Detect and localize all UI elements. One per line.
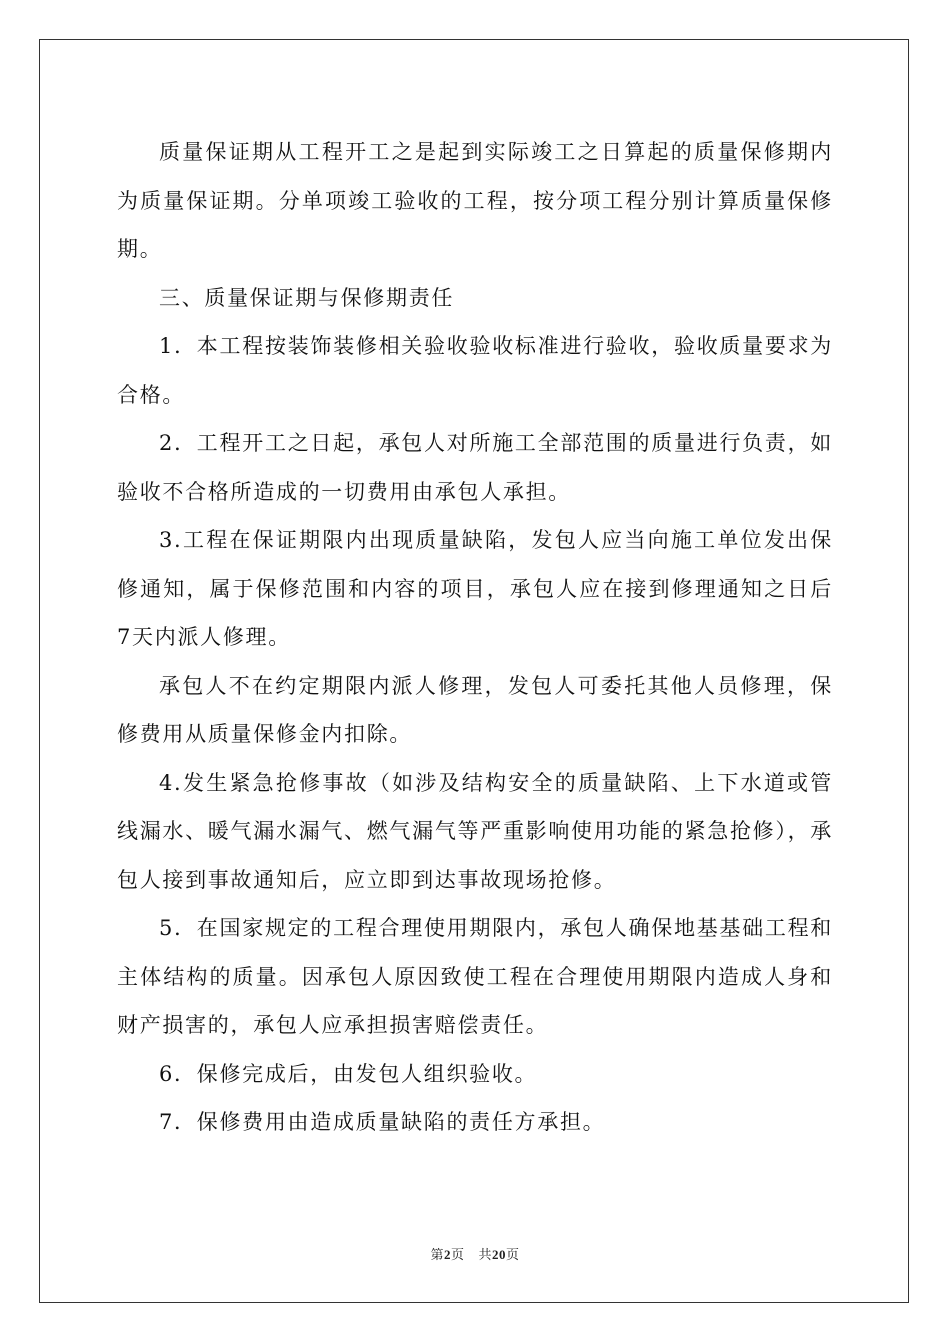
clause-5: 5．在国家规定的工程合理使用期限内，承包人确保地基基础工程和主体结构的质量。因承包人原因致使工程在合理使用期限内造成人身和财产损害的，承包人应承担损害赔偿责任。: [117, 916, 833, 1037]
clause-3: 3.工程在保证期限内出现质量缺陷，发包人应当向施工单位发出保修通知，属于保修范围和内容的项目，承包人应在接到修理通知之日后7天内派人修理。: [117, 528, 833, 649]
clause-4: 4.发生紧急抢修事故（如涉及结构安全的质量缺陷、上下水道或管线漏水、暖气漏水漏气、燃气漏气等严重影响使用功能的紧急抢修），承包人接到事故通知后，应立即到达事故现场抢修。: [117, 770, 833, 892]
clause-1: 1．本工程按装饰装修相关验收验收标准进行验收，验收质量要求为合格。: [117, 334, 833, 407]
total-label-suffix: 页: [506, 1248, 520, 1263]
clause-3-continued: 承包人不在约定期限内派人修理，发包人可委托其他人员修理，保修费用从质量保修金内扣除。: [117, 673, 833, 746]
page-number: 2: [443, 1247, 451, 1262]
section-heading-responsibility: 三、质量保证期与保修期责任: [159, 285, 455, 310]
paragraph-quality-warranty-period: 质量保证期从工程开工之是起到实际竣工之日算起的质量保修期内为质量保证期。分单项竣工验收的工程，按分项工程分别计算质量保修期。: [117, 140, 833, 261]
page-label-suffix: 页: [450, 1248, 465, 1263]
document-body: [117, 128, 833, 1147]
total-pages: 20: [492, 1247, 507, 1262]
total-label-prefix: 共: [478, 1248, 493, 1263]
clause-7: 7．保修费用由造成质量缺陷的责任方承担。: [159, 1110, 606, 1134]
page-footer: [0, 1244, 950, 1263]
clause-2: 2．工程开工之日起，承包人对所施工全部范围的质量进行负责，如验收不合格所造成的一切费用由承包人承担。: [117, 431, 833, 504]
clause-6: 6．保修完成后，由发包人组织验收。: [159, 1061, 538, 1086]
page-label-prefix: 第: [430, 1248, 444, 1263]
